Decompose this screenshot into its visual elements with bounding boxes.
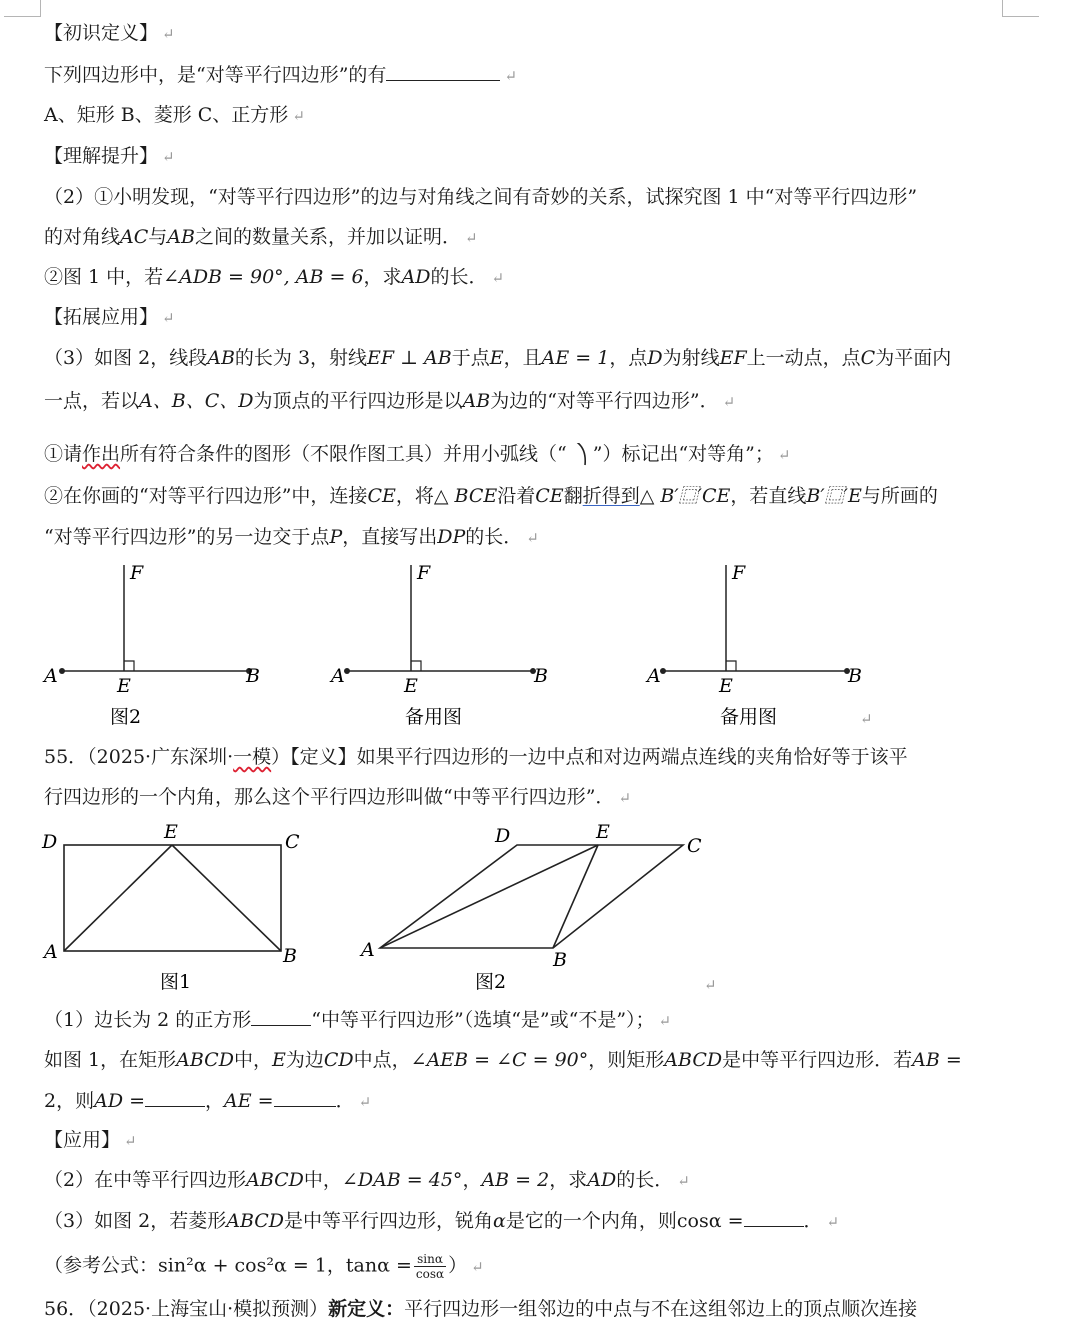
svg-text:备用图: 备用图 [405, 706, 463, 728]
section-heading-initial-definition: 【初识定义】 ↵ [44, 22, 175, 44]
answer-blank[interactable] [251, 1007, 311, 1026]
svg-text:↵: ↵ [704, 976, 717, 994]
svg-text:A: A [44, 941, 58, 963]
problem-55-part-1: （1）边长为 2 的正方形 “中等平行四边形”（选填“是”或“不是”）； ↵ [44, 1009, 672, 1031]
svg-text:A: A [331, 665, 345, 687]
svg-text:E: E [404, 675, 418, 697]
svg-text:图2: 图2 [110, 706, 142, 728]
svg-text:F: F [732, 562, 746, 584]
svg-text:E: E [719, 675, 733, 697]
paragraph-mark-icon: ↵ [162, 25, 175, 43]
svg-text:E: E [117, 675, 131, 697]
fraction-sin-over-cos: $\frac{\sin\alpha}{\cos\alpha}$ [415, 1252, 445, 1281]
question-2-part-2: ②图 1 中，若∠ADB = 90°, AB = 6，求AD的长． ↵ [44, 266, 505, 288]
problem-55-example-line-1: 如图 1，在矩形ABCD中，E为边CD中点，∠AEB = ∠C = 90°，则矩形ABCD是中等平行四边形．若AB = [44, 1049, 962, 1071]
section-heading-extension: 【拓展应用】 ↵ [44, 306, 175, 328]
problem-55-line-1: 55．（2025·广东深圳·一模）【定义】如果平行四边形的一边中点和对边两端点连线的夹角恰好等于该平 [44, 746, 908, 768]
problem-55-part-3: （3）如图 2，若菱形ABCD是中等平行四边形，锐角α是它的一个内角，则cosα = ． ↵ [44, 1210, 840, 1232]
question-3-line-2: 一点，若以A、B、C、D为顶点的平行四边形是以AB为边的“对等平行四边形”． ↵ [44, 390, 736, 412]
svg-text:B: B [848, 665, 862, 687]
options-line: A、矩形 B、菱形 C、正方形 ↵ [44, 104, 305, 126]
problem-55-line-2: 行四边形的一个内角，那么这个平行四边形叫做“中等平行四边形”． ↵ [44, 786, 632, 808]
svg-text:备用图: 备用图 [720, 706, 778, 728]
svg-text:F: F [417, 562, 431, 584]
answer-blank[interactable] [274, 1088, 336, 1107]
svg-text:图2: 图2 [475, 971, 507, 993]
svg-text:B: B [553, 949, 567, 971]
svg-text:C: C [285, 831, 300, 853]
question-3-part-2-line-1: ②在你画的“对等平行四边形”中，连接CE，将△ BCE沿着CE翻折得到△ B′⿴′CE，若直线B′⿴′E与所画的 [44, 485, 938, 507]
section-heading-understanding: 【理解提升】 ↵ [44, 145, 175, 167]
question-3-part-1: ①请作出所有符合条件的图形（不限作图工具）并用小弧线（“ ”）标记出“对等角”； ↵ [44, 442, 790, 467]
svg-text:A: A [647, 665, 661, 687]
problem-56-line-1: 56．（2025·上海宝山·模拟预测）新定义：平行四边形一组邻边的中点与不在这组邻边上的顶点顺次连接 [44, 1298, 918, 1320]
svg-text:E: E [164, 821, 178, 843]
svg-text:A: A [44, 665, 58, 687]
svg-text:B: B [246, 665, 260, 687]
question-3-line-1: （3）如图 2，线段AB的长为 3，射线EF ⊥ AB于点E，且AE = 1，点D为射线EF上一动点，点C为平面内 [44, 347, 952, 369]
problem-55-example-line-2: 2，则AD = ，AE = ． ↵ [44, 1090, 372, 1112]
answer-blank[interactable] [744, 1208, 804, 1227]
problem-55-part-2: （2）在中等平行四边形ABCD中，∠DAB = 45°，AB = 2，求AD的长． ↵ [44, 1169, 690, 1191]
question-line-2: 下列四边形中，是“对等平行四边形”的有 ↵ [44, 64, 518, 86]
paragraph-mark-icon: ↵ [860, 710, 873, 728]
figure-55-rhombus [359, 821, 702, 993]
reference-formula-line: （参考公式：sin²α + cos²α = 1，tanα = $\frac{\sin\alpha}{\cos\alpha}$ ） ↵ [44, 1252, 484, 1281]
svg-text:A: A [361, 939, 375, 961]
svg-text:B: B [534, 665, 548, 687]
svg-text:图1: 图1 [160, 971, 192, 993]
question-2-line-1: （2）①小明发现，“对等平行四边形”的边与对角线之间有奇妙的关系，试探究图 1 中“对等平行四边形” [44, 186, 918, 208]
svg-text:F: F [130, 562, 144, 584]
svg-text:C: C [687, 835, 702, 857]
answer-blank[interactable] [145, 1088, 205, 1107]
question-2-line-2: 的对角线AC与AB之间的数量关系，并加以证明． ↵ [44, 226, 478, 248]
svg-text:B: B [283, 945, 297, 967]
section-heading-application: 【应用】 ↵ [44, 1129, 137, 1151]
svg-text:E: E [596, 821, 610, 843]
question-3-part-2-line-2: “对等平行四边形”的另一边交于点P，直接写出DP的长． ↵ [44, 526, 539, 548]
figure-55-rectangle [41, 821, 300, 993]
svg-text:D: D [495, 825, 511, 847]
svg-text:D: D [42, 831, 58, 853]
